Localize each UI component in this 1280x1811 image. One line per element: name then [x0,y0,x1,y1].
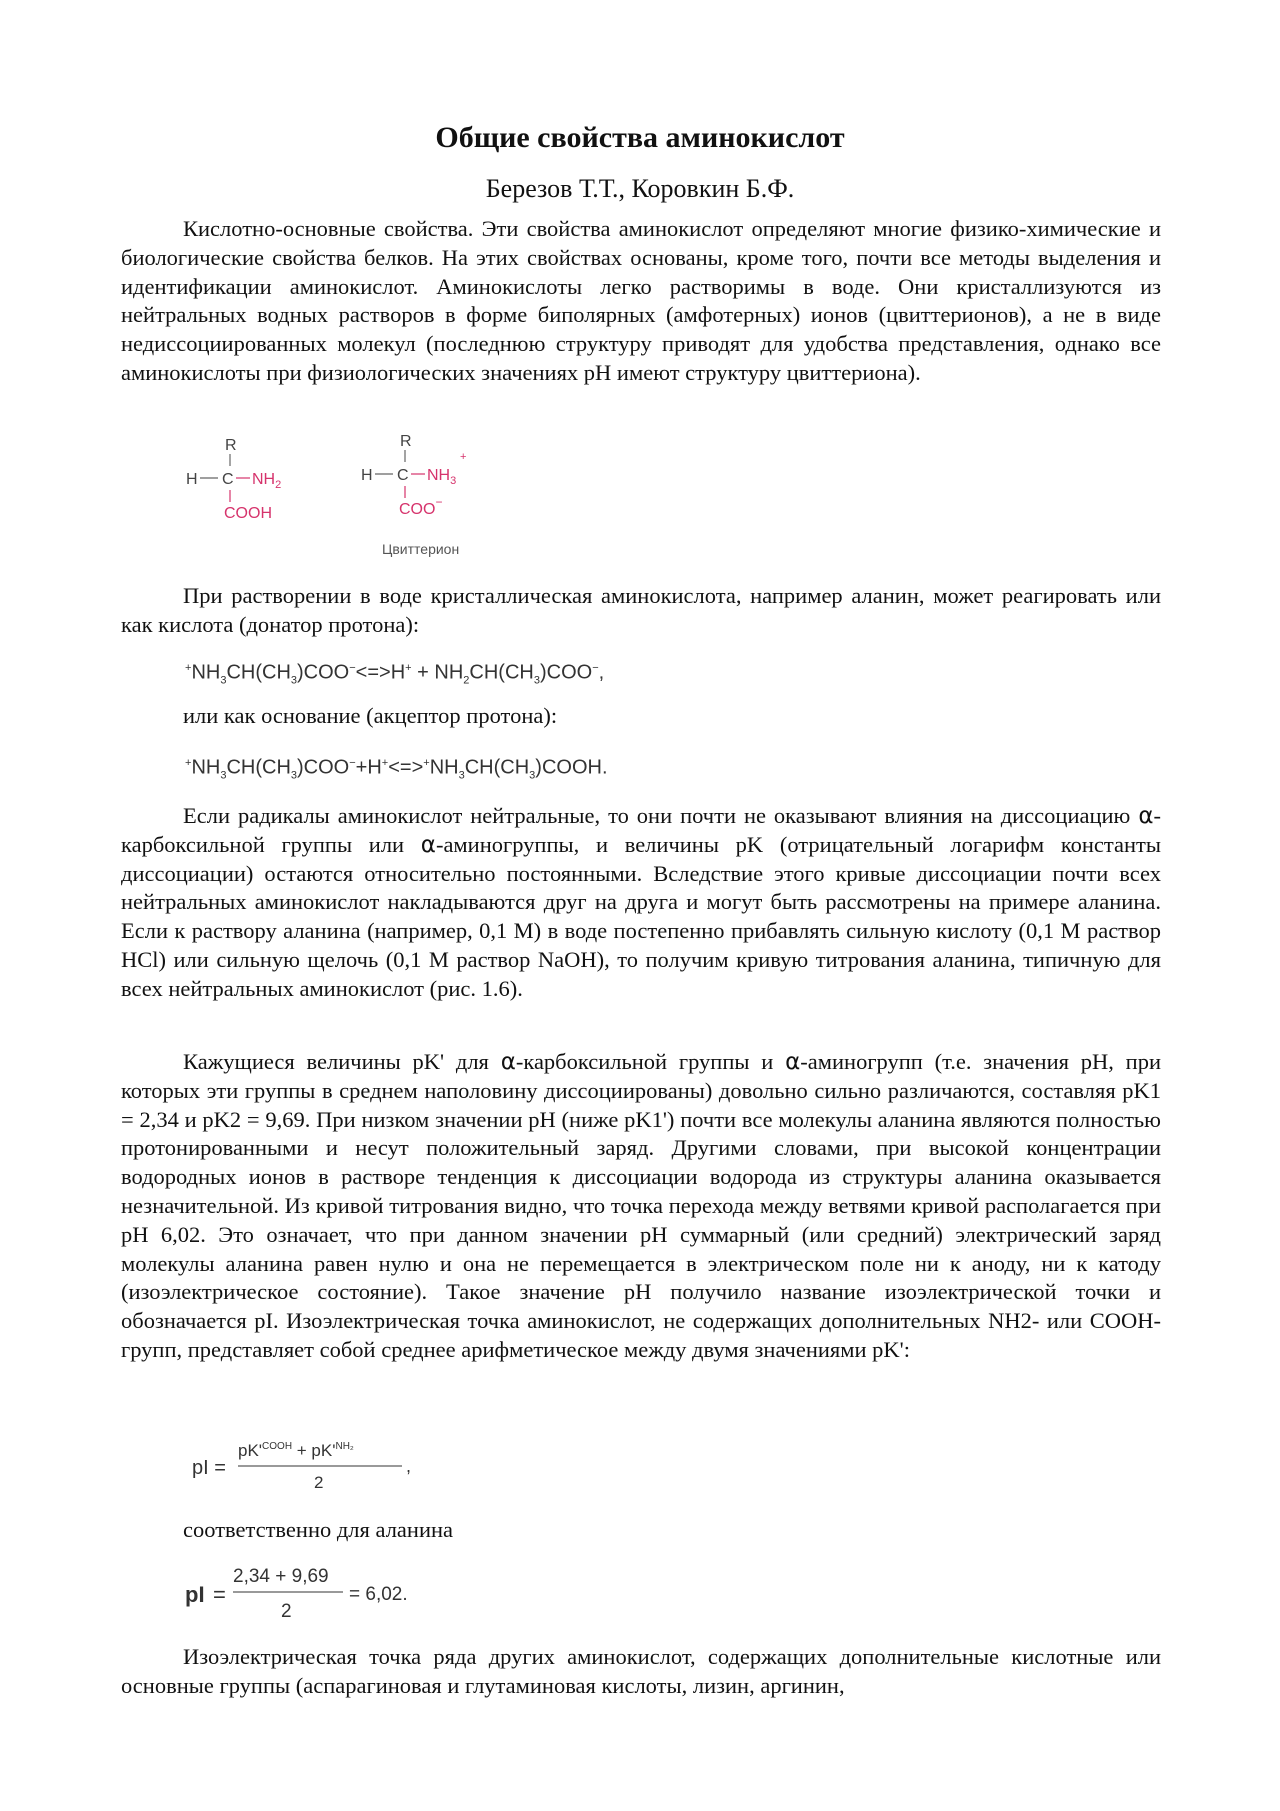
right-coo-label: COO− [399,495,443,518]
paragraph-acid-base-properties: Кислотно-основные свойства. Эти свойства аминокислот определяют многие физико-химические и биологические свойства белков. На этих свойствах основаны, кроме того, почти все методы выделения и идентификации аминокислот. Аминокислоты легко растворимы в воде. Они кристаллизуются из нейтральных водных растворов в форме биполярных (амфотерных) ионов (цвиттерионов), а не в виде недиссоциированных молекул (последнюю структуру приводят для удобства представления, однако все аминокислоты при физиологических значениях pH имеют структуру цвиттериона). [121,216,1161,385]
svg-text:2,34 + 9,69: 2,34 + 9,69 [233,1566,329,1587]
right-nh3-label: $NH_3$ [427,467,457,487]
svg-text:pK'COOH + pK'NH₂: $pK'^{COOH} + pK'^{NH_2}$ [238,1441,354,1460]
pi-general-formula [190,1436,430,1496]
paragraph-other-amino-acids: Изоэлектрическая точка ряда других аминокислот, содержащих дополнительные кислотные или основные группы (аспарагиновая и глутаминовая кислоты, лизин, аргинин, [121,1644,1161,1698]
paragraph-neutral-radicals: Если радикалы аминокислот нейтральные, то они почти не оказывают влияния на диссоциацию α-карбоксильной группы или α-аминогруппы, и величины pK (отрицательный логарифм константы диссоциации) остаются относительно постоянными. Вследствие этого кривые диссоциации почти всех нейтральных аминокислот накладываются друг на друга и могут быть рассмотрены на примере аланина. Если к раствору аланина (например, 0,1 М) в воде постепенно прибавлять сильную кислоту (0,1 М раствор HCl) или сильную щелочь (0,1 М раствор NaOH), то получим кривую титрования аланина, типичную для всех нейтральных аминокислот (рис. 1.6). [121,803,1161,1001]
paragraph-dissolution: При растворении в воде кристаллическая аминокислота, например аланин, может реагировать или как кислота (донатор протона): [121,583,1161,637]
svg-text:C: C [222,471,234,488]
paragraph-for-alanine: соответственно для аланина [183,1517,454,1542]
equation-acid: $^+NH_3CH(CH_3)COO^-<=>H^+ + NH_2CH(CH_3)COO^-$, [185,661,605,687]
svg-text:pI =: pI = [192,1457,226,1479]
svg-text:C: C [397,467,409,484]
svg-text:2: 2 [314,1473,324,1492]
authors-line: Березов Т.Т., Коровкин Б.Ф. [485,174,795,203]
paragraph-base: или как основание (акцептор протона): [183,703,558,728]
right-h-label: H [361,467,373,484]
zwitterion-caption: Цвиттерион [382,541,460,557]
left-h-label: H [186,471,198,488]
zwitterion-structure [361,433,466,557]
equation-base: $^+NH_3CH(CH_3)COO^-+H^+<=>^+NH_3CH(CH_3)COOH$. [185,756,608,782]
left-nh2-label: $NH_2$ [252,471,282,491]
left-r-label: R [225,437,237,454]
pi-alanine-formula [183,1562,443,1624]
page-title: Общие свойства аминокислот [435,121,845,154]
svg-text:,: , [406,1456,412,1476]
svg-text:=: = [213,1582,226,1607]
svg-text:2: 2 [281,1601,292,1622]
svg-text:= 6,02.: = 6,02. [349,1584,408,1605]
left-cooh-label: COOH [224,505,272,522]
amino-acid-structure [186,437,281,522]
right-plus-charge: + [460,451,467,463]
svg-text:pI: pI [185,1582,205,1607]
right-r-label: R [400,433,412,450]
structural-formulas-figure [180,430,510,565]
paragraph-apparent-pk: Кажущиеся величины pK' для α-карбоксильной группы и α-аминогрупп (т.е. значения pH, при которых эти группы в среднем наполовину диссоциированы) довольно сильно различаются, составляя pK1 = 2,34 и pK2 = 9,69. При низком значении pH (ниже pK1') почти все молекулы аланина являются полностью протонированными и несут положительный заряд. Другими словами, при высокой концентрации водородных ионов в растворе тенденция к диссоциации водорода из структуры аланина оказывается незначительной. Из кривой титрования видно, что точка перехода между ветвями кривой располагается при pH 6,02. Это означает, что при данном значении pH суммарный (или средний) электрический заряд молекулы аланина равен нулю и она не перемещается в электрическом поле ни к аноду, ни к катоду (изоэлектрическое состояние). Такое значение pH получило название изоэлектрической точки и обозначается pI. Изоэлектрическая точка аминокислот, не содержащих дополнительных NH2- или COOH-групп, представляет собой среднее арифметическое между двумя значениями pK': [121,1049,1161,1362]
